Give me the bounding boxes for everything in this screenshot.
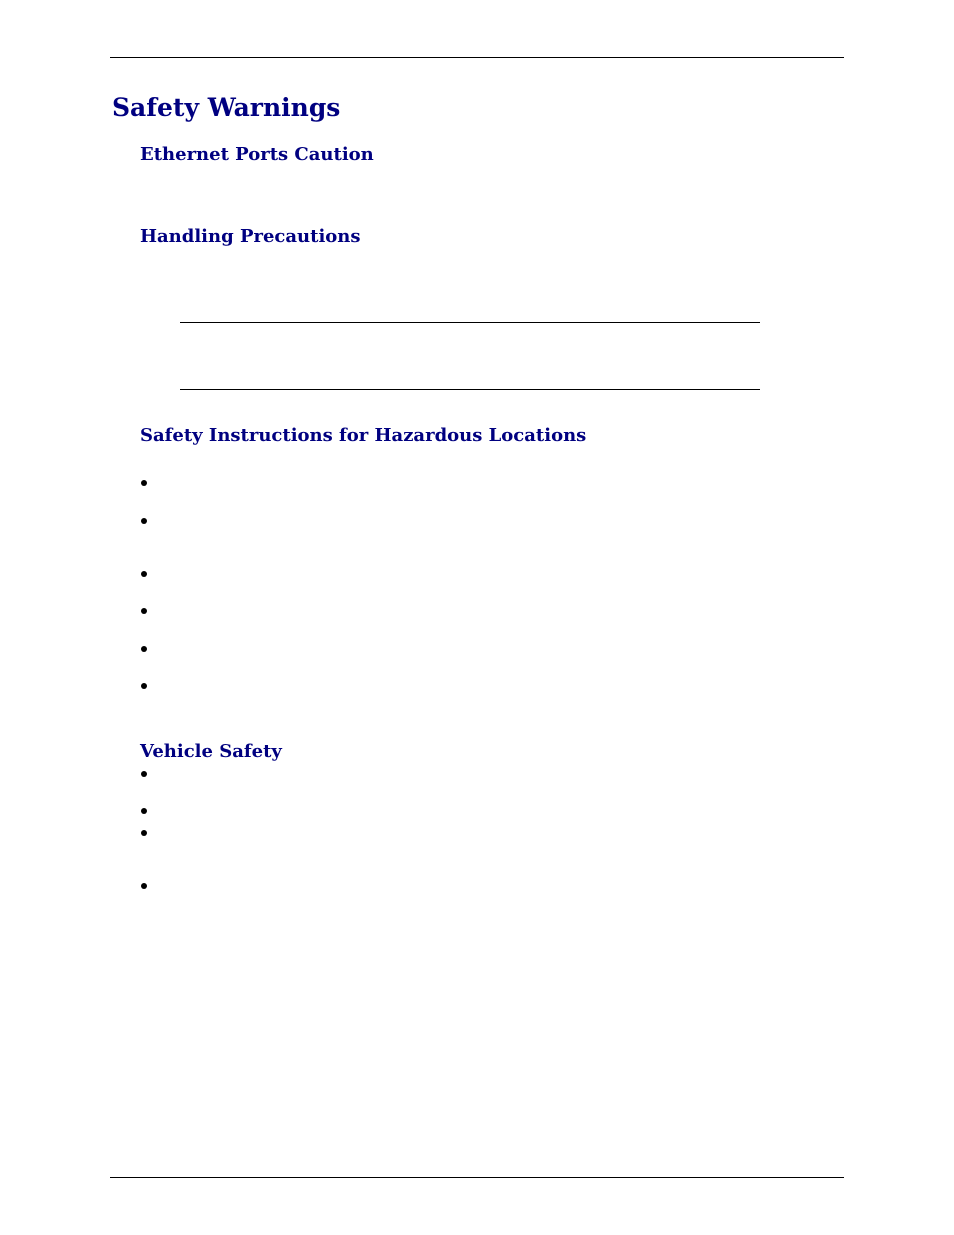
header-rule — [110, 57, 844, 58]
bullet-icon — [141, 808, 147, 814]
section-heading-hazardous-locations: Safety Instructions for Hazardous Locations — [140, 425, 587, 446]
section-heading-handling-precautions: Handling Precautions — [140, 226, 361, 247]
note-bottom-rule — [180, 389, 760, 390]
bullet-icon — [141, 771, 147, 777]
bullet-icon — [141, 608, 147, 614]
bullet-icon — [141, 518, 147, 524]
bullet-icon — [141, 883, 147, 889]
bullet-icon — [141, 683, 147, 689]
bullet-icon — [141, 830, 147, 836]
bullet-icon — [141, 480, 147, 486]
bullet-icon — [141, 646, 147, 652]
section-heading-ethernet-ports-caution: Ethernet Ports Caution — [140, 144, 374, 165]
note-top-rule — [180, 322, 760, 323]
section-heading-vehicle-safety: Vehicle Safety — [140, 741, 282, 762]
page-title: Safety Warnings — [112, 93, 341, 122]
bullet-icon — [141, 571, 147, 577]
footer-rule — [110, 1177, 844, 1178]
